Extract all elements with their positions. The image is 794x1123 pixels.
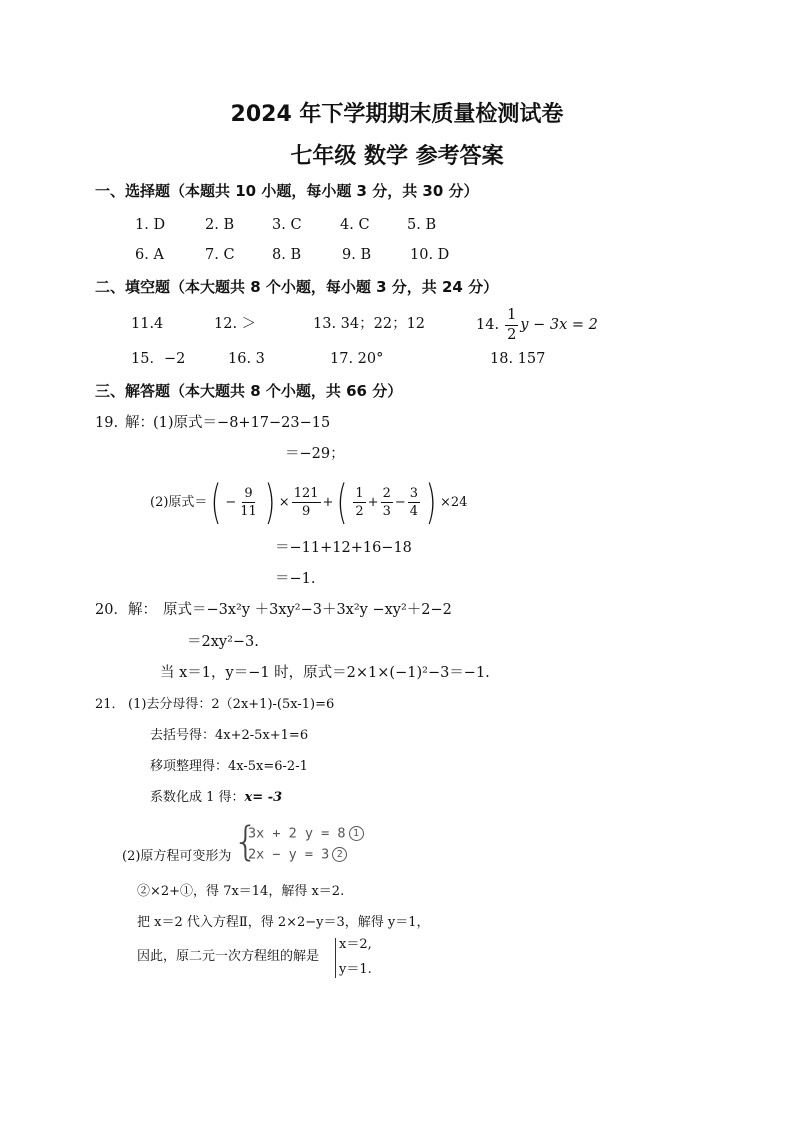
answer-17: 17. 20° — [330, 351, 384, 367]
solution-x: x＝2, — [339, 937, 372, 952]
answer-14-equation: y − 3x = 2 — [520, 316, 598, 333]
q19-part2-line2: ＝−11+12+16−18 — [275, 540, 412, 556]
fraction-121-9 — [292, 487, 321, 518]
answer-3: 3. C — [272, 217, 302, 233]
section-1-heading: 一、选择题（本题共 10 小题，每小题 3 分，共 30 分） — [95, 182, 479, 200]
fraction-numerator: 3 — [409, 485, 419, 501]
section-3-heading: 三、解答题（本大题共 8 个小题，共 66 分） — [95, 382, 403, 400]
q21-step3: 移项整理得：4x-5x=6-2-1 — [150, 759, 308, 774]
equation-1-text: 3x + 2 y = 8 — [248, 825, 346, 842]
answer-18: 18. 157 — [490, 351, 546, 367]
fraction-denominator: 2 — [355, 503, 364, 519]
circled-number-1: 1 — [349, 826, 364, 841]
page-title: 2024 年下学期期末质量检测试卷 — [230, 102, 564, 127]
q20-label: 20．解： — [95, 602, 157, 618]
fraction-numerator: 1 — [355, 485, 364, 501]
q19-part2-expression — [150, 477, 467, 527]
fraction-9-11 — [238, 487, 259, 518]
plus-sign: + — [367, 494, 379, 510]
q21-step2: 去括号得：4x+2-5x+1=6 — [150, 728, 309, 743]
fraction-numerator: 9 — [244, 485, 253, 501]
q19-label: 19. — [95, 415, 119, 431]
q21-step4-label: 系数化成 1 得： — [150, 790, 245, 805]
page-subtitle: 七年级 数学 参考答案 — [290, 144, 504, 169]
plus-sign: + — [322, 494, 334, 510]
fraction-1-2 — [353, 487, 365, 518]
answer-14-fraction — [505, 308, 518, 342]
fraction-2-3 — [381, 487, 393, 518]
answer-14 — [476, 308, 598, 342]
section-2-heading: 二、填空题（本大题共 8 个小题，每小题 3 分，共 24 分） — [95, 278, 499, 296]
q19-part1-line1: (1)原式＝−8+17−23−15 — [153, 415, 331, 431]
solution-bracket — [335, 938, 336, 978]
q21-part2-label: (2)原方程可变形为 — [122, 849, 232, 864]
q20-line2: ＝2xy²−3. — [187, 634, 259, 650]
right-paren: ) — [425, 475, 437, 529]
q20-line3: 当 x＝1，y＝−1 时，原式＝2×1×(−1)²−3＝−1. — [160, 665, 490, 681]
q19-jie: 解： — [125, 415, 154, 431]
left-paren: ( — [337, 475, 348, 529]
answer-7: 7. C — [205, 247, 235, 263]
q21-step1: (1)去分母得：2（2x+1)-(5x-1)=6 — [128, 697, 335, 712]
answer-16: 16. 3 — [228, 351, 265, 367]
system-equation-2 — [248, 847, 347, 862]
q21-step6: 把 x＝2 代入方程Ⅱ，得 2×2−y＝3，解得 y＝1， — [137, 915, 430, 930]
q21-step5: ②×2+①，得 7x＝14，解得 x＝2. — [137, 884, 345, 899]
q20-line1: 原式＝−3x²y ＋3xy²−3＋3x²y −xy²＋2−2 — [163, 602, 452, 618]
q19-part1-line2: ＝−29； — [285, 446, 345, 462]
circled-number-2: 2 — [332, 847, 347, 862]
fraction-denominator: 11 — [240, 503, 257, 519]
answer-6: 6. A — [135, 247, 164, 263]
answer-13: 13. 34；22；12 — [313, 316, 426, 332]
q21-step4 — [150, 791, 282, 804]
answer-9: 9. B — [342, 247, 372, 263]
minus-sign: − — [394, 494, 406, 510]
q19-part2-prefix: (2)原式＝ — [150, 494, 208, 510]
answer-2: 2. B — [205, 217, 235, 233]
answer-14-label: 14. — [476, 316, 500, 333]
left-paren: ( — [211, 475, 222, 529]
q21-label: 21． — [95, 697, 125, 712]
q19-part2-line3: ＝−1. — [275, 571, 316, 587]
answer-4: 4. C — [340, 217, 370, 233]
fraction-numerator: 1 — [505, 308, 518, 326]
system-brace: { — [233, 819, 259, 865]
answer-8: 8. B — [272, 247, 302, 263]
q21-step4-result: x= -3 — [244, 790, 283, 805]
fraction-numerator: 121 — [293, 485, 319, 501]
answer-12: 12. ＞ — [214, 316, 257, 332]
equation-2-text: 2x − y = 3 — [248, 846, 330, 863]
system-equation-1 — [248, 826, 364, 841]
answer-5: 5. B — [407, 217, 437, 233]
answer-1: 1. D — [135, 217, 166, 233]
answer-10: 10. D — [410, 247, 450, 263]
answer-15: 15．−2 — [131, 351, 186, 367]
solution-y: y＝1. — [339, 962, 372, 977]
q19-part2-tail: ×24 — [439, 494, 468, 510]
fraction-denominator: 3 — [382, 503, 391, 519]
times-sign: × — [278, 494, 290, 510]
fraction-3-4 — [408, 487, 420, 518]
minus-sign: − — [225, 494, 237, 510]
answer-11: 11.4 — [131, 316, 164, 332]
fraction-denominator: 4 — [409, 503, 419, 519]
fraction-denominator: 9 — [301, 503, 311, 519]
right-paren: ) — [264, 475, 276, 529]
fraction-denominator: 2 — [507, 326, 517, 343]
q21-step7: 因此，原二元一次方程组的解是 — [137, 949, 320, 964]
fraction-numerator: 2 — [382, 485, 391, 501]
